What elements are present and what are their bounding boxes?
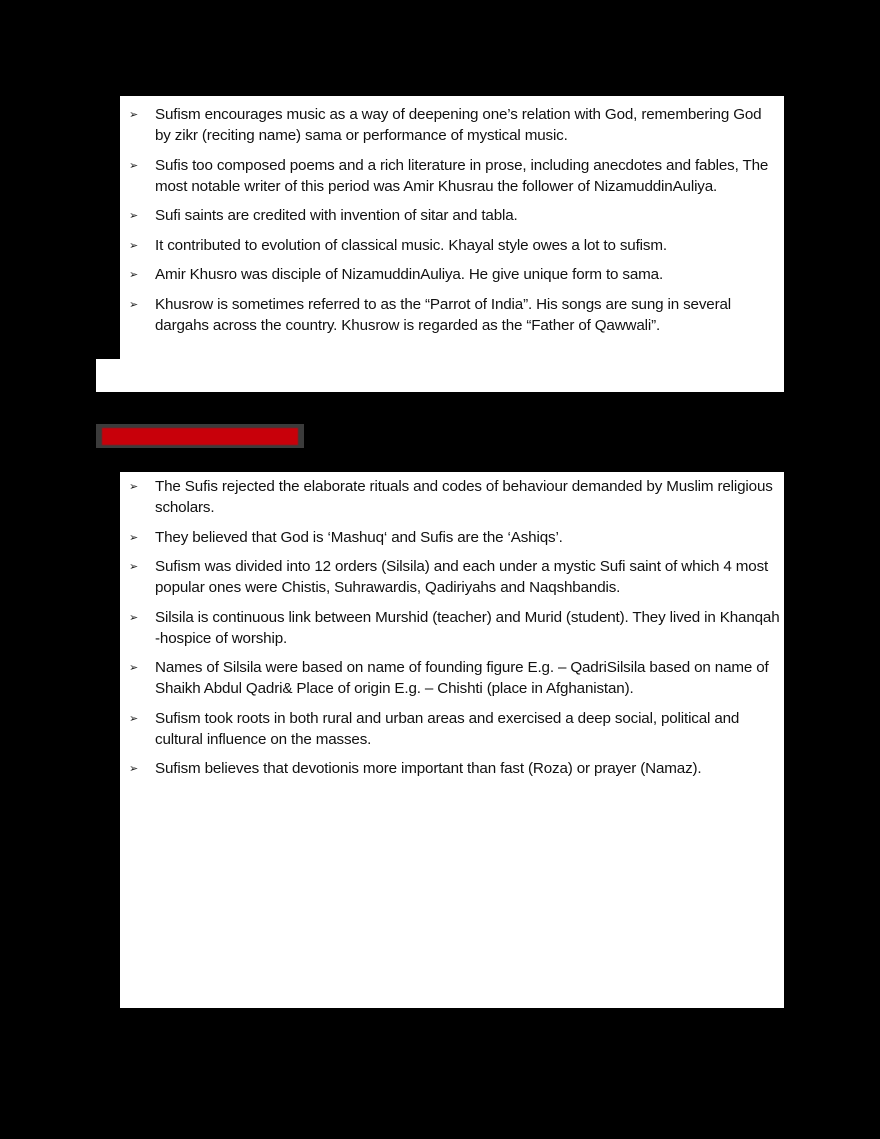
list-item (120, 758, 784, 779)
arrow-bullet-icon: ➢ (129, 109, 139, 121)
section-2-bullet-list (120, 476, 784, 788)
list-item (120, 556, 784, 598)
arrow-bullet-icon: ➢ (129, 763, 139, 775)
arrow-bullet-icon: ➢ (129, 298, 139, 311)
list-item (120, 476, 784, 518)
bullet-text: Sufi saints are credited with invention of sitar and tabla. (155, 207, 518, 224)
arrow-bullet-icon: ➢ (129, 159, 139, 172)
section-heading-obscured-text (102, 428, 298, 445)
list-item (120, 104, 784, 146)
list-item (120, 657, 784, 699)
arrow-bullet-icon: ➢ (129, 611, 139, 624)
list-item (120, 527, 784, 548)
section-1-panel-extension (96, 359, 784, 392)
section-1-panel (120, 96, 784, 360)
bullet-text: Sufis too composed poems and a rich literature in prose, including anecdotes and fables, The most notable writer of this period was Amir Khusrau the follower of NizamuddinAuliya. (155, 156, 769, 195)
arrow-bullet-icon: ➢ (129, 662, 139, 674)
bullet-text: Khusrow is sometimes referred to as the “Parrot of India”. His songs are sung in several dargahs across the country. Khusrow is regarded as the “Father of Qawwali”. (155, 295, 731, 334)
arrow-bullet-icon: ➢ (129, 531, 139, 544)
list-item (120, 155, 784, 197)
bullet-text: Silsila is continuous link between Murshid (teacher) and Murid (student). They lived in Khanqah -hospice of worship. (155, 608, 780, 647)
list-item (120, 235, 784, 256)
bullet-text: Sufism took roots in both rural and urban areas and exercised a deep social, political and cultural influence on the masses. (155, 709, 740, 748)
arrow-bullet-icon: ➢ (129, 481, 139, 493)
arrow-bullet-icon: ➢ (129, 561, 139, 573)
arrow-bullet-icon: ➢ (129, 269, 139, 281)
bullet-text: Sufism encourages music as a way of deepening one’s relation with God, remembering God by zikr (reciting name) sama or performance of mystical music. (155, 106, 762, 144)
list-item (120, 708, 784, 750)
list-item (120, 205, 784, 226)
list-item (120, 294, 784, 336)
arrow-bullet-icon: ➢ (129, 712, 139, 725)
bullet-text: Names of Silsila were based on name of founding figure E.g. – QadriSilsila based on name of Shaikh Abdul Qadri& Place of origin E.g. – Chishti (place in Afghanistan). (155, 659, 769, 697)
section-heading-bar (96, 424, 304, 448)
list-item (120, 607, 784, 649)
bullet-text: Sufism believes that devotionis more important than fast (Roza) or prayer (Namaz). (155, 760, 702, 777)
bullet-text: Amir Khusro was disciple of NizamuddinAuliya. He give unique form to sama. (155, 266, 664, 283)
arrow-bullet-icon: ➢ (129, 210, 139, 222)
bullet-text: Sufism was divided into 12 orders (Silsila) and each under a mystic Sufi saint of which 4 most popular ones were Chistis, Suhrawardis, Qadiriyahs and Naqshbandis. (155, 558, 769, 596)
section-2-panel (120, 472, 784, 1008)
arrow-bullet-icon: ➢ (129, 239, 139, 252)
bullet-text: They believed that God is ‘Mashuq‘ and Sufis are the ‘Ashiqs’. (155, 528, 563, 546)
list-item (120, 264, 784, 285)
section-1-bullet-list (120, 104, 784, 344)
bullet-text: It contributed to evolution of classical music. Khayal style owes a lot to sufism. (155, 236, 667, 254)
bullet-text: The Sufis rejected the elaborate rituals and codes of behaviour demanded by Muslim religious scholars. (155, 478, 773, 516)
